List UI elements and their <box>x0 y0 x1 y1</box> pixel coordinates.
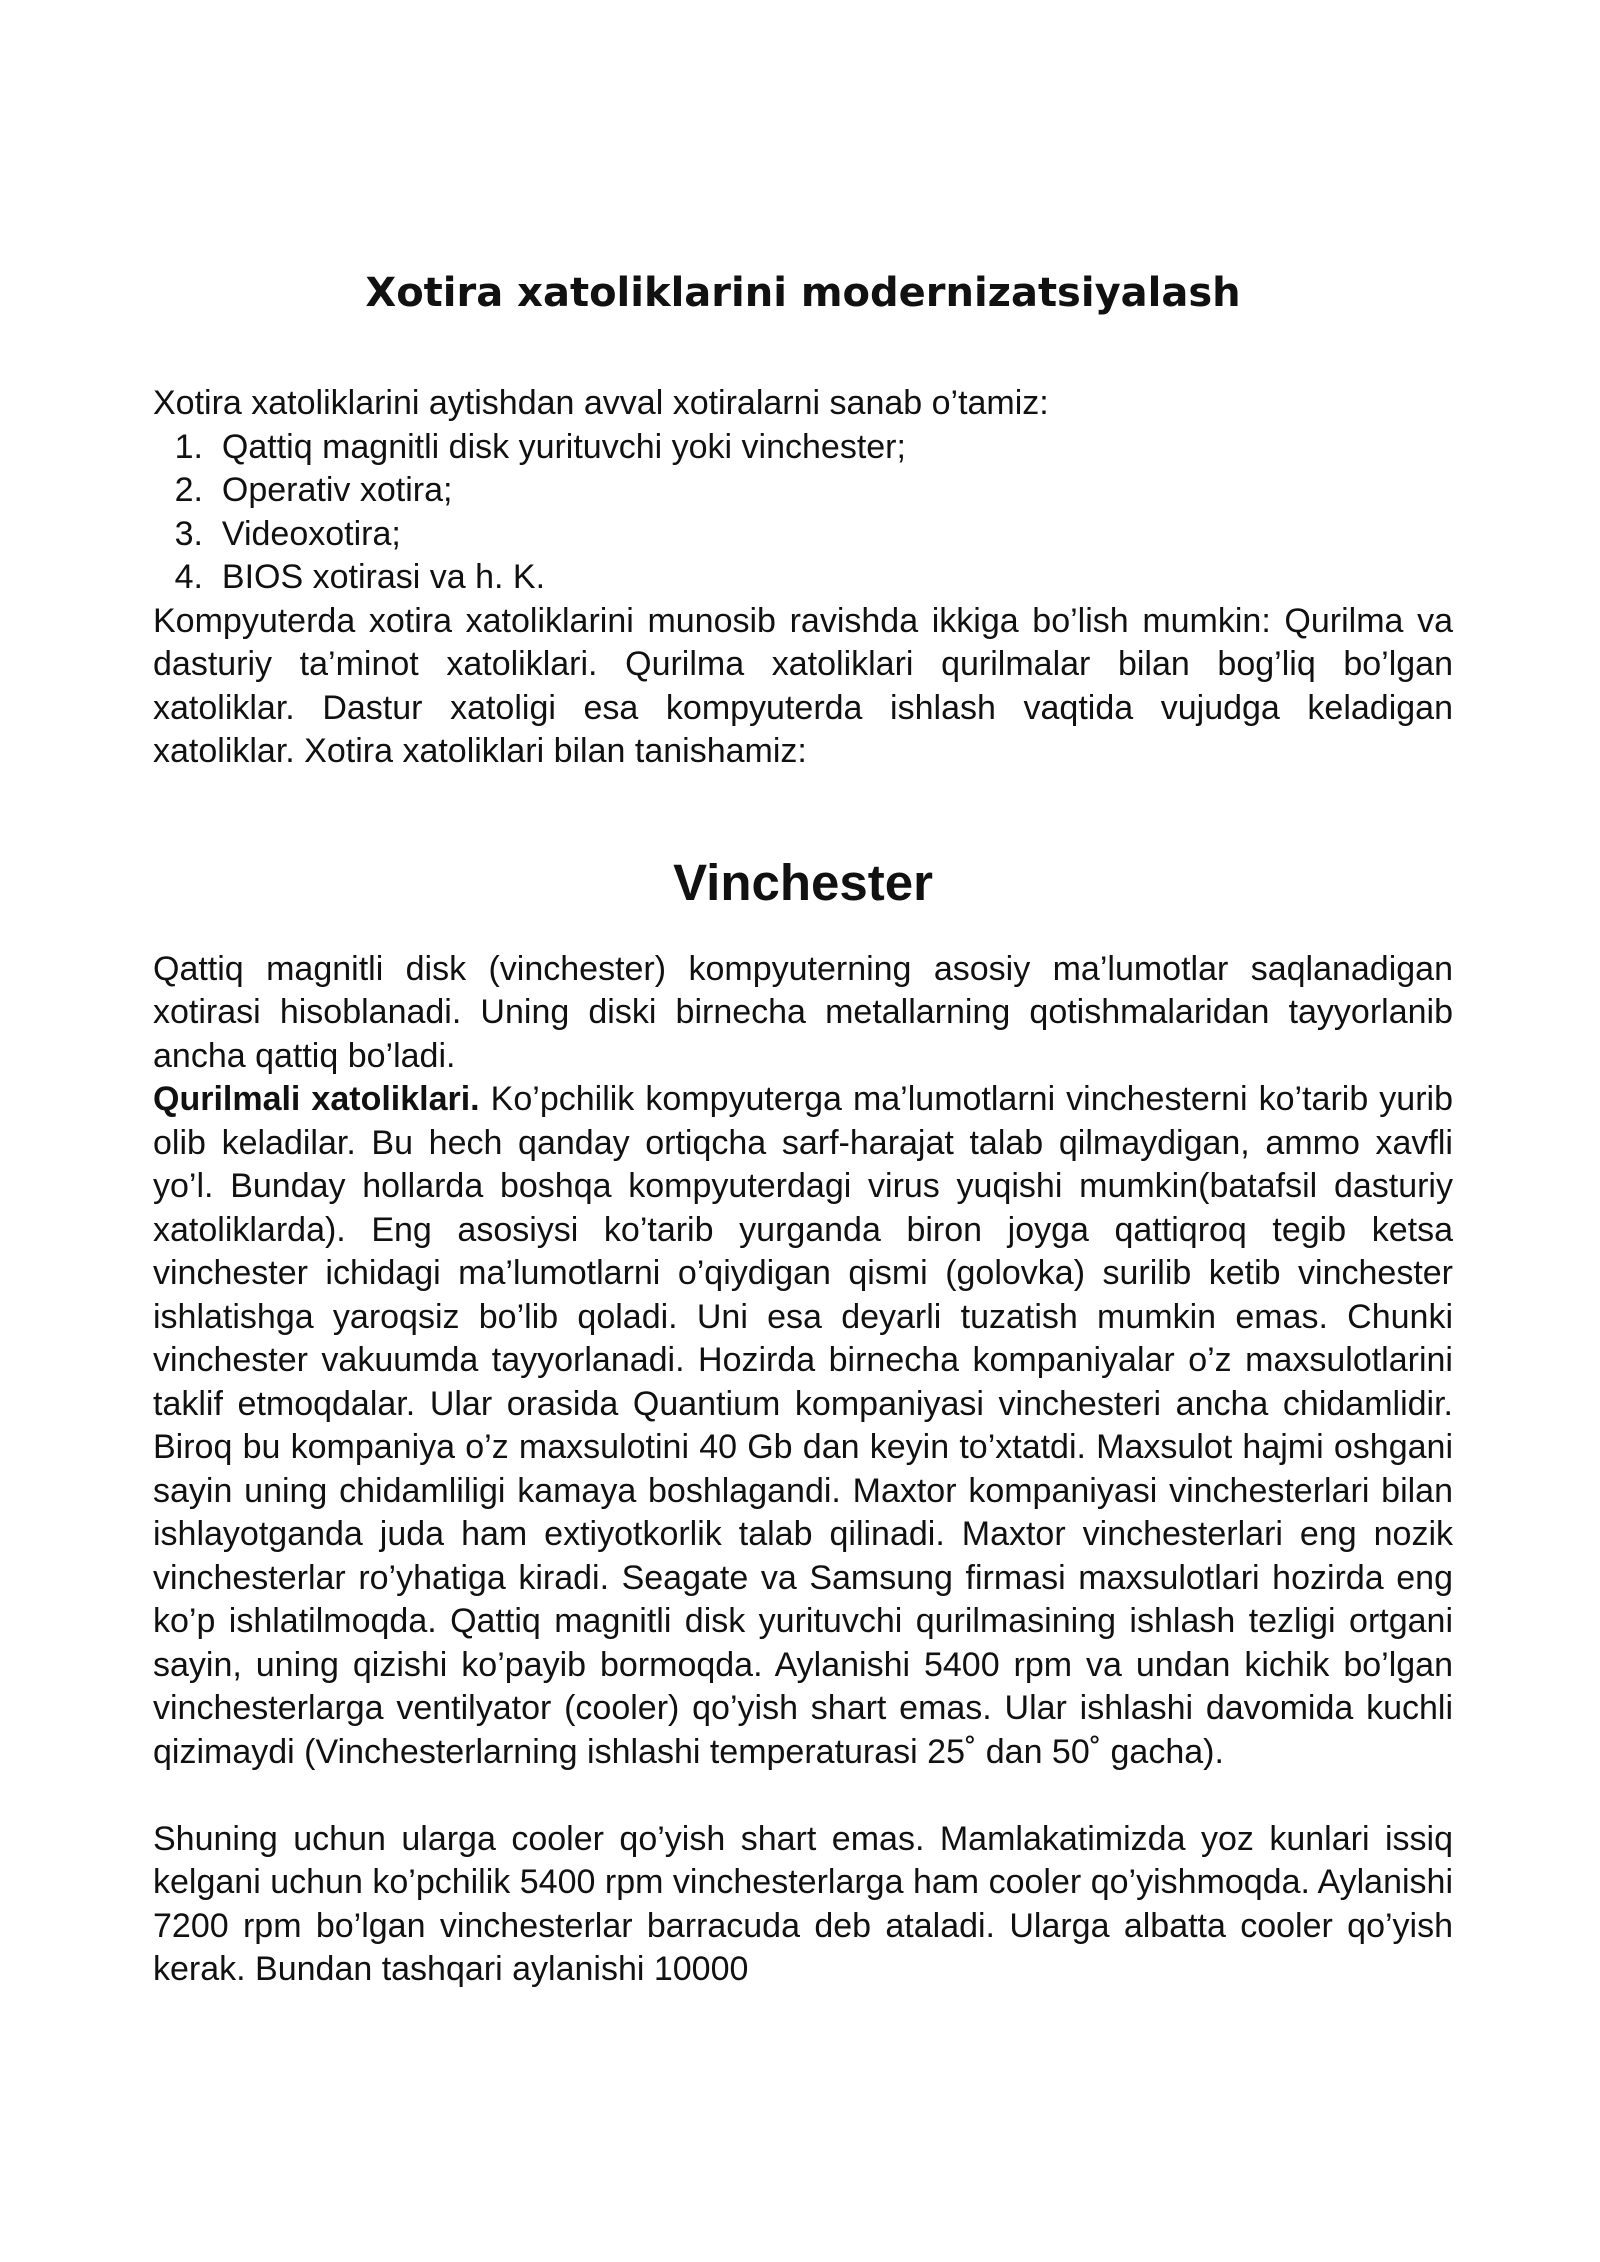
intro-text: Xotira xatoliklarini aytishdan avval xotiralarni sanab o’tamiz: <box>153 384 1049 422</box>
list-item <box>153 556 1453 600</box>
list-number: 4. <box>174 558 203 596</box>
paragraph-cooler: Shuning uchun ularga cooler qo’yish shart emas. Mamlakatimizda yoz kunlari issiq kelgani uchun ko’pchilik 5400 rpm vinchesterlarga ham cooler qo’yishmoqda. Aylanishi 7200 rpm bo’lgan vinchesterlar barracuda deb ataladi. Ularga albatta cooler qo’yish kerak. Bundan tashqari aylanishi 10000 <box>153 1819 1453 1988</box>
memory-list <box>153 426 1453 600</box>
list-number: 2. <box>174 471 203 509</box>
document-title: Xotira xatoliklarini modernizatsiyalash <box>365 270 1241 316</box>
paragraph-error-types: Kompyuterda xotira xatoliklarini munosib ravishda ikkiga bo’lish mumkin: Qurilma va dasturiy ta’minot xatoliklari. Qurilma xatoliklari qurilmalar bilan bog’liq bo’lgan xatoliklar. Dastur xatoligi esa kompyuterda ishlash vaqtida vujudga keladigan xatoliklar. Xotira xatoliklari bilan tanishamiz: <box>153 601 1453 770</box>
paragraph-gap <box>153 1774 1453 1818</box>
paragraph-lead-bold: Qurilmali xatoliklari. <box>153 1080 480 1118</box>
list-number: 3. <box>174 514 203 553</box>
section-title-vinchester: Vinchester <box>673 853 933 911</box>
document-page <box>153 265 1453 1992</box>
paragraph-hdd-definition: Qattiq magnitli disk (vinchester) kompyuterning asosiy ma’lumotlar saqlanadigan xotirasi hisoblanadi. Uning diski birnecha metallarning qotishmalaridan tayyorlanib ancha qattiq bo’ladi. <box>153 949 1453 1075</box>
list-number: 1. <box>174 427 203 466</box>
list-item <box>153 513 1453 557</box>
list-item <box>153 426 1453 470</box>
paragraph-hardware-errors-text: Ko’pchilik kompyuterga ma’lumotlarni vinchesterni ko’tarib yurib olib keladilar. Bu hech qanday ortiqcha sarf-harajat talab qilmaydigan, ammo xavfli yo’l. Bunday hollarda boshqa kompyuterdagi virus yuqishi mumkin(batafsil dasturiy xatoliklarda). Eng asosiysi ko’tarib yurganda biron joyga qattiqroq tegib ketsa vinchester ichidagi ma’lumotlarni o’qiydigan qismi (golovka) surilib ketib vinchester ishlatishga yaroqsiz bo’lib qoladi. Uni esa deyarli tuzatish mumkin emas. Chunki vinchester vakuumda tayyorlanadi. Hozirda birnecha kompaniyalar o’z maxsulotlarini taklif etmoqdalar. Ular orasida Quantium kompaniyasi vinchesteri ancha chidamlidir. Biroq bu kompaniya o’z maxsulotini 40 Gb dan keyin to’xtatdi. Maxsulot hajmi oshgani sayin uning chidamliligi kamaya boshlagandi. Maxtor kompaniyasi vinchesterlari bilan ishlayotganda juda ham extiyotkorlik talab qilinadi. Maxtor vinchesterlari eng nozik vinchesterlar ro’yhatiga kiradi. Seagate va Samsung firmasi maxsulotlari hozirda eng ko’p ishlatilmoqda. Qattiq magnitli disk yurituvchi qurilmasining ishlash tezligi ortgani sayin, uning qizishi ko’payib bormoqda. Aylanishi 5400 rpm va undan kichik bo’lgan vinchesterlarga ventilyator (cooler) qo’yish shart emas. Ular ishlashi davomida kuchli qizimaydi (Vinchesterlarning ishlashi temperaturasi 25˚ dan 50˚ gacha). <box>153 1080 1453 1771</box>
list-item <box>153 469 1453 513</box>
list-item-text: Qattiq magnitli disk yurituvchi yoki vinchester; <box>221 427 906 466</box>
list-item-text: BIOS xotirasi va h. K. <box>221 558 546 596</box>
list-item-text: Videoxotira; <box>221 514 401 553</box>
paragraph-hardware-errors <box>153 1078 1453 1774</box>
list-item-text: Operativ xotira; <box>221 471 453 509</box>
